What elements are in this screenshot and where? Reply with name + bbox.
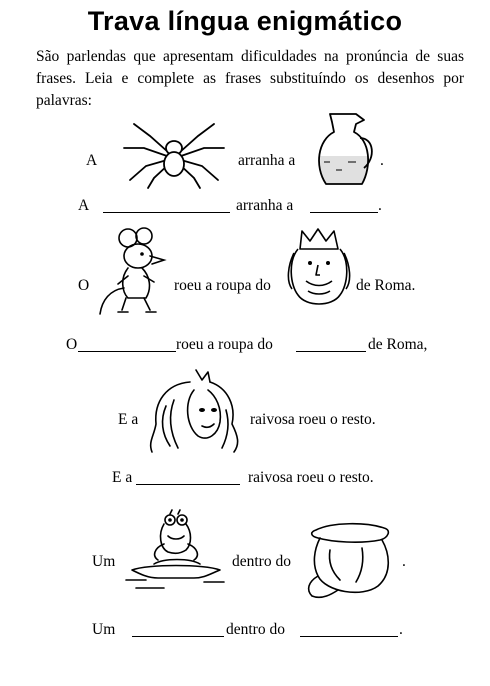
- sentence-7-start: Um: [92, 553, 116, 570]
- sentence-7-end: .: [402, 553, 406, 570]
- sentence-1-end: .: [380, 152, 384, 169]
- sentence-1-start: A: [86, 152, 98, 169]
- page-title: Trava língua enigmático: [87, 6, 403, 36]
- answer-blank-spider[interactable]: [103, 212, 230, 213]
- sentence-1-middle: arranha a: [238, 152, 296, 169]
- sentence-3-middle: roeu a roupa do: [174, 277, 271, 294]
- sentence-6-end: raivosa roeu o resto.: [248, 469, 374, 486]
- sentence-7-middle: dentro do: [232, 553, 291, 570]
- answer-blank-mouse[interactable]: [78, 351, 176, 352]
- sentence-2-middle: arranha a: [236, 197, 294, 214]
- answer-blank-queen[interactable]: [136, 484, 240, 485]
- sentence-4-start: O: [66, 336, 78, 353]
- instructions: São parlendas que apresentam dificuldades na pronúncia de suas frases. Leia e complete as frases substituíndo os desenhos por palavras:: [36, 48, 464, 109]
- sentence-8-end: .: [399, 621, 403, 638]
- sentence-4-end: de Roma,: [368, 336, 428, 353]
- frog-icon: [124, 508, 226, 592]
- sentence-5-end: raivosa roeu o resto.: [250, 411, 376, 428]
- answer-blank-jug[interactable]: [310, 212, 378, 213]
- answer-blank-frog[interactable]: [132, 636, 224, 637]
- sentence-2-end: .: [378, 197, 382, 214]
- queen-icon: [146, 366, 246, 456]
- sentence-8-start: Um: [92, 621, 116, 638]
- sentence-4-middle: roeu a roupa do: [176, 336, 273, 353]
- sentence-6-start: E a: [112, 469, 133, 486]
- king-icon: [284, 225, 354, 309]
- jug-icon: [312, 110, 378, 190]
- sentence-3-start: O: [78, 277, 90, 294]
- mouse-icon: [98, 226, 170, 320]
- sentence-3-end: de Roma.: [356, 277, 416, 294]
- sack-icon: [302, 520, 398, 600]
- sentence-8-middle: dentro do: [226, 621, 285, 638]
- sentence-5-start: E a: [118, 411, 139, 428]
- answer-blank-king[interactable]: [296, 351, 366, 352]
- spider-icon: [120, 118, 228, 190]
- answer-blank-sack[interactable]: [300, 636, 398, 637]
- sentence-2-start: A: [78, 197, 90, 214]
